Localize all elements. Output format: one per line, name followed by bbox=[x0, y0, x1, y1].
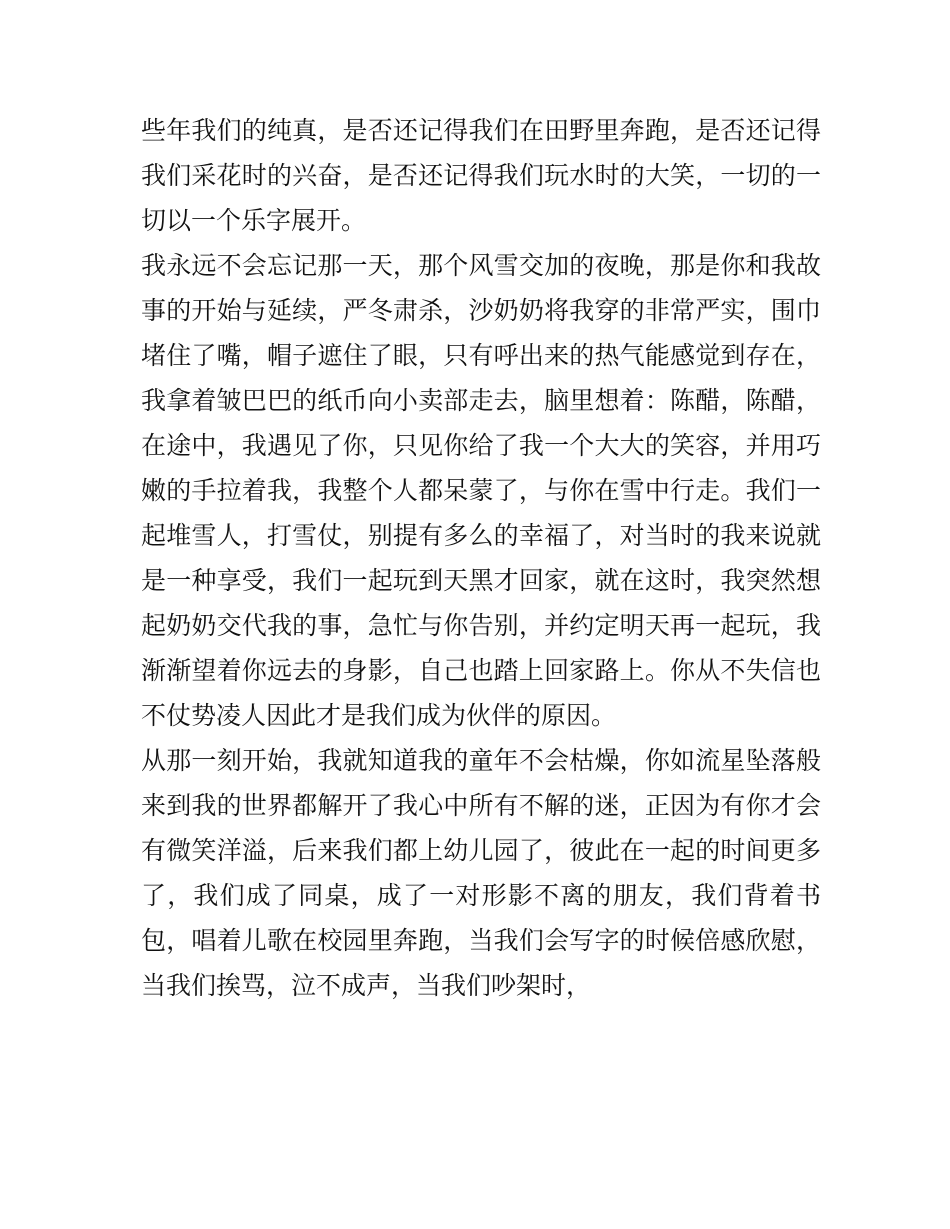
text-line: 嫩的手拉着我，我整个人都呆蒙了，与你在雪中行走。我们一 bbox=[141, 476, 821, 505]
text-line: 堵住了嘴，帽子遮住了眼，只有呼出来的热气能感觉到存在， bbox=[141, 341, 821, 370]
text-line: 渐渐望着你远去的身影，自己也踏上回家路上。你从不失信也 bbox=[141, 656, 821, 685]
text-line: 起奶奶交代我的事，急忙与你告别，并约定明天再一起玩，我 bbox=[141, 611, 821, 640]
text-line: 切以一个乐字展开。 bbox=[141, 206, 367, 235]
text-line: 些年我们的纯真，是否还记得我们在田野里奔跑，是否还记得 bbox=[141, 116, 821, 145]
text-line: 起堆雪人，打雪仗，别提有多么的幸福了，对当时的我来说就 bbox=[141, 521, 821, 550]
text-line: 从那一刻开始，我就知道我的童年不会枯燥，你如流星坠落般 bbox=[141, 746, 821, 775]
paragraph-1 bbox=[141, 108, 821, 243]
text-line: 事的开始与延续，严冬肃杀，沙奶奶将我穿的非常严实，围巾 bbox=[141, 296, 821, 325]
text-line: 来到我的世界都解开了我心中所有不解的迷，正因为有你才会 bbox=[141, 791, 821, 820]
paragraph-3 bbox=[141, 738, 821, 1008]
text-line: 是一种享受，我们一起玩到天黑才回家，就在这时，我突然想 bbox=[141, 566, 821, 595]
text-line: 包，唱着儿歌在校园里奔跑，当我们会写字的时候倍感欣慰， bbox=[141, 926, 821, 955]
text-line: 在途中，我遇见了你，只见你给了我一个大大的笑容，并用巧 bbox=[141, 431, 821, 460]
text-line: 当我们挨骂，泣不成声，当我们吵架时， bbox=[141, 971, 592, 1000]
body-text bbox=[141, 108, 821, 1008]
text-line: 有微笑洋溢，后来我们都上幼儿园了，彼此在一起的时间更多 bbox=[141, 836, 821, 865]
text-line: 我永远不会忘记那一天，那个风雪交加的夜晚，那是你和我故 bbox=[141, 251, 821, 280]
text-line: 我拿着皱巴巴的纸币向小卖部走去，脑里想着：陈醋，陈醋， bbox=[141, 386, 821, 415]
text-line: 不仗势凌人因此才是我们成为伙伴的原因。 bbox=[141, 701, 617, 730]
text-line: 我们采花时的兴奋，是否还记得我们玩水时的大笑，一切的一 bbox=[141, 161, 821, 190]
text-line: 了，我们成了同桌，成了一对形影不离的朋友，我们背着书 bbox=[141, 881, 821, 910]
paragraph-2 bbox=[141, 243, 821, 738]
